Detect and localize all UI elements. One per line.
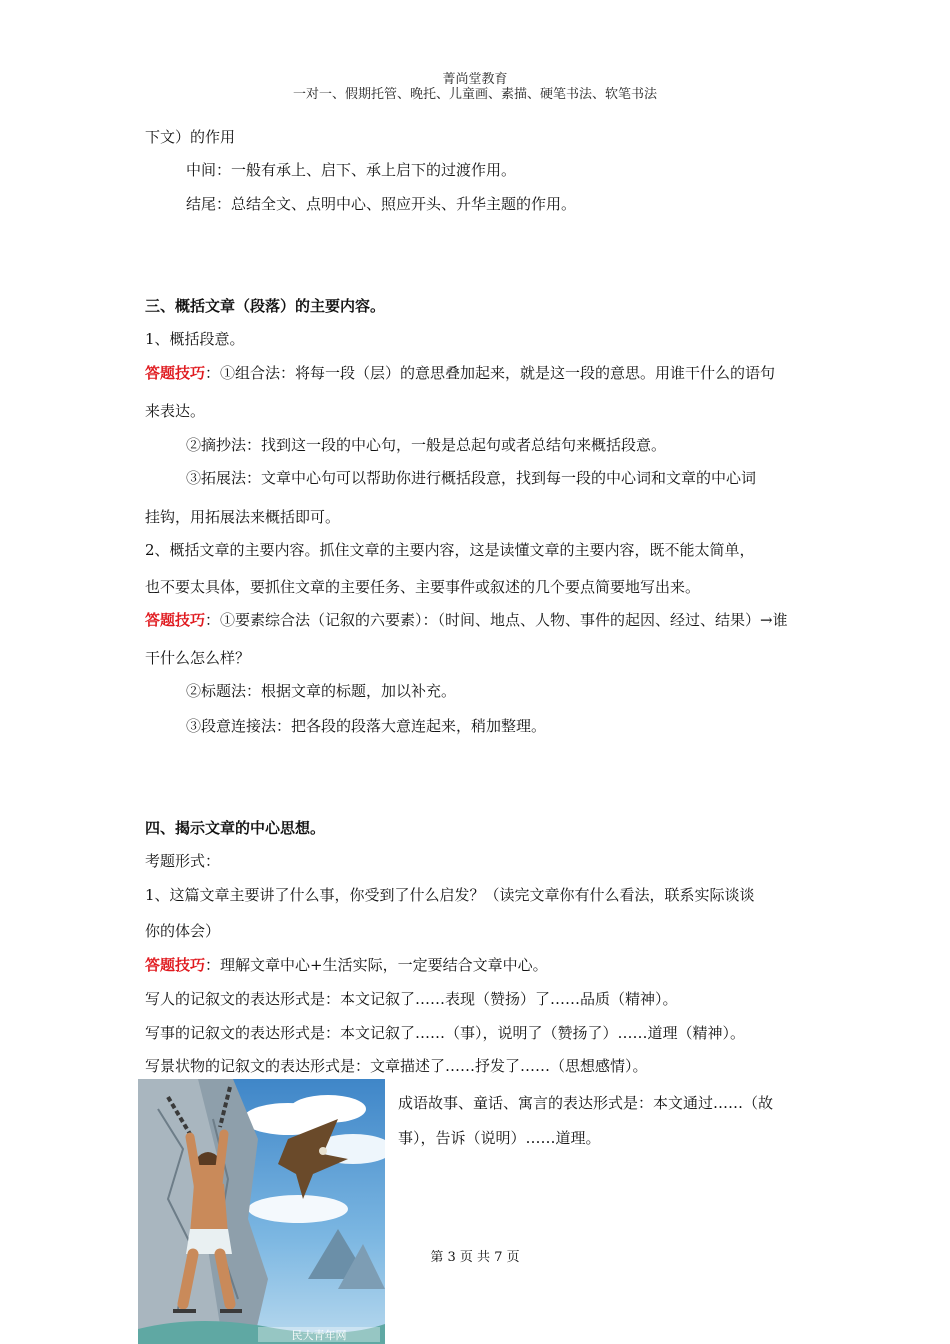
text-line: 也不要太具体，要抓住文章的主要任务、主要事件或叙述的几个要点简要地写出来。 (145, 578, 701, 596)
tip-label: 答题技巧 (145, 956, 206, 974)
text-line: 事），告诉（说明）……道理。 (398, 1129, 601, 1147)
text-line: 来表达。 (145, 402, 206, 420)
tip-text: ：①组合法：将每一段（层）的意思叠加起来，就是这一段的意思。用谁干什么的语句 (205, 364, 776, 382)
text-line (145, 955, 548, 975)
text-line: 挂钩，用拓展法来概括即可。 (145, 508, 341, 526)
text-line: 1、这篇文章主要讲了什么事，你受到了什么启发？（读完文章你有什么看法，联系实际谈谈 (145, 886, 755, 904)
text-line: 写景状物的记叙文的表达形式是：文章描述了……抒发了……（思想感情）。 (145, 1057, 648, 1075)
text-line: 成语故事、童话、寓言的表达形式是：本文通过……（故 (398, 1094, 774, 1112)
text-line: ③拓展法：文章中心句可以帮助你进行概括段意，找到每一段的中心词和文章的中心词 (186, 469, 757, 487)
text-line: 考题形式： (145, 852, 221, 870)
tip-label: 答题技巧 (145, 364, 206, 382)
header-org: 菁尚堂教育 (442, 72, 508, 87)
text-line: ②标题法：根据文章的标题，加以补充。 (186, 682, 457, 700)
text-line: 你的体会） (145, 922, 221, 940)
section-heading-3: 三、概括文章（段落）的主要内容。 (145, 297, 386, 315)
tip-text: ：理解文章中心+生活实际，一定要结合文章中心。 (205, 956, 548, 974)
text-line: 中间：一般有承上、启下、承上启下的过渡作用。 (186, 161, 517, 179)
text-line: 写人的记叙文的表达形式是：本文记叙了……表现（赞扬）了……品质（精神）。 (145, 990, 678, 1008)
text-line: 下文）的作用 (145, 128, 236, 146)
section-heading-4: 四、揭示文章的中心思想。 (145, 819, 326, 837)
header-services: 一对一、假期托管、晚托、儿童画、素描、硬笔书法、软笔书法 (292, 87, 657, 102)
text-line (145, 363, 775, 383)
image-watermark: 民大青年网 (291, 1329, 347, 1342)
text-line: ②摘抄法：找到这一段的中心句，一般是总起句或者总结句来概括段意。 (186, 436, 667, 454)
text-line: 干什么怎么样？ (145, 649, 251, 667)
text-line (145, 610, 788, 630)
text-line: 2、概括文章的主要内容。抓住文章的主要内容，这是读懂文章的主要内容，既不能太简单， (145, 541, 755, 559)
prometheus-illustration (138, 1079, 385, 1344)
tip-text: ：①要素综合法（记叙的六要素）：（时间、地点、人物、事件的起因、经过、结果）→谁 (205, 611, 788, 629)
tip-label: 答题技巧 (145, 611, 206, 629)
text-line: 写事的记叙文的表达形式是：本文记叙了……（事），说明了（赞扬了）……道理（精神）。 (145, 1024, 746, 1042)
text-line: ③段意连接法：把各段的段落大意连起来，稍加整理。 (186, 717, 547, 735)
page-footer: 第 3 页 共 7 页 (430, 1250, 520, 1265)
text-line: 结尾：总结全文、点明中心、照应开头、升华主题的作用。 (186, 195, 577, 213)
text-line: 1、概括段意。 (145, 330, 245, 348)
